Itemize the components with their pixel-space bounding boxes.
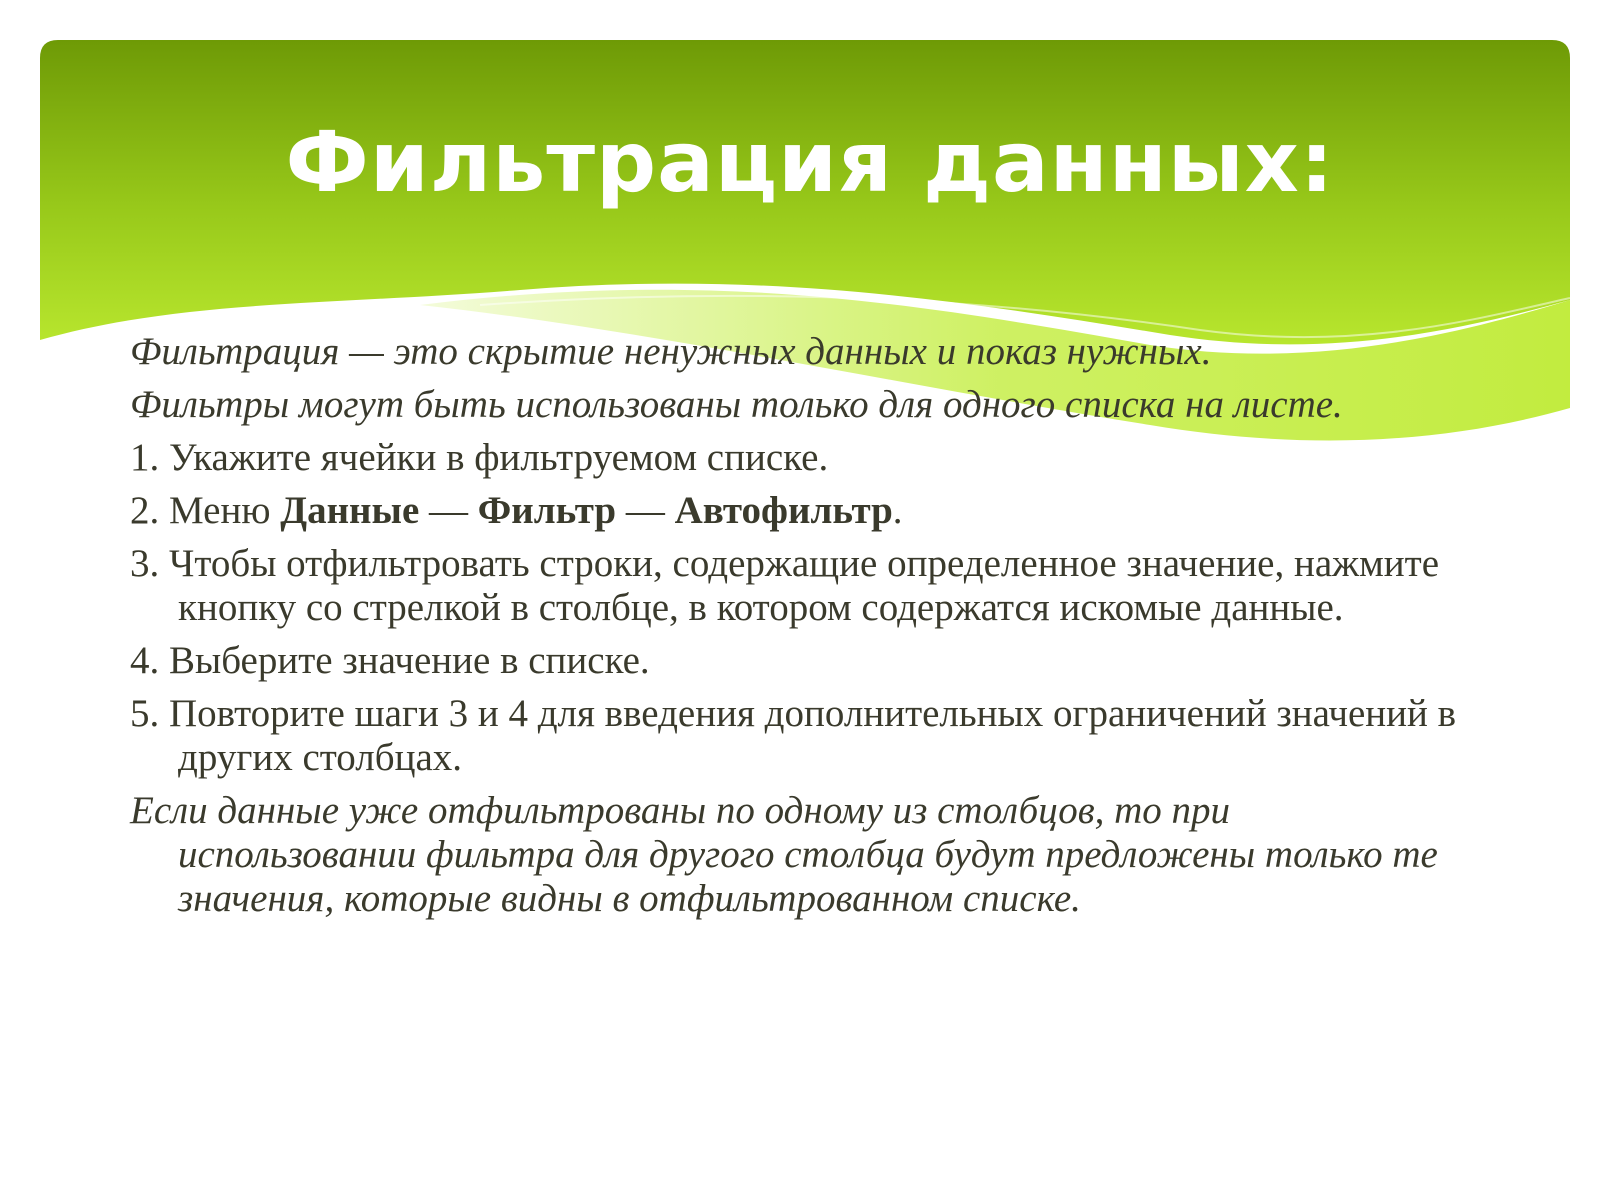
menu-filter: Фильтр xyxy=(477,489,617,532)
step-4: 4. Выберите значение в списке. xyxy=(130,639,650,682)
slide-title: Фильтрация данных: xyxy=(285,113,1335,211)
note-paragraph: Если данные уже отфильтрованы по одному из столбцов, то при использовании фильтра для другого столбца будут предложены только те значения, которые видны в отфильтрованном списке. xyxy=(130,789,1438,920)
definition-paragraph: Фильтрация — это скрытие ненужных данных и показ нужных. xyxy=(130,330,1212,373)
filter-scope-paragraph: Фильтры могут быть использованы только для одного списка на листе. xyxy=(130,383,1343,426)
slide-body xyxy=(130,330,1470,930)
step-2-sep-1: — xyxy=(419,489,478,532)
step-1: 1. Укажите ячейки в фильтруемом списке. xyxy=(130,436,829,479)
menu-autofilter: Автофильтр xyxy=(674,489,893,532)
menu-data: Данные xyxy=(280,489,420,532)
step-2-prefix: 2. Меню xyxy=(130,489,281,532)
step-2-suffix: . xyxy=(892,489,903,532)
step-3: 3. Чтобы отфильтровать строки, содержащие определенное значение, нажмите кнопку со стрелкой в столбце, в котором содержатся искомые данные. xyxy=(130,542,1440,629)
step-5: 5. Повторите шаги 3 и 4 для введения дополнительных ограничений значений в других столбцах. xyxy=(130,692,1457,779)
step-2 xyxy=(130,489,1470,533)
step-2-sep-2: — xyxy=(616,489,675,532)
